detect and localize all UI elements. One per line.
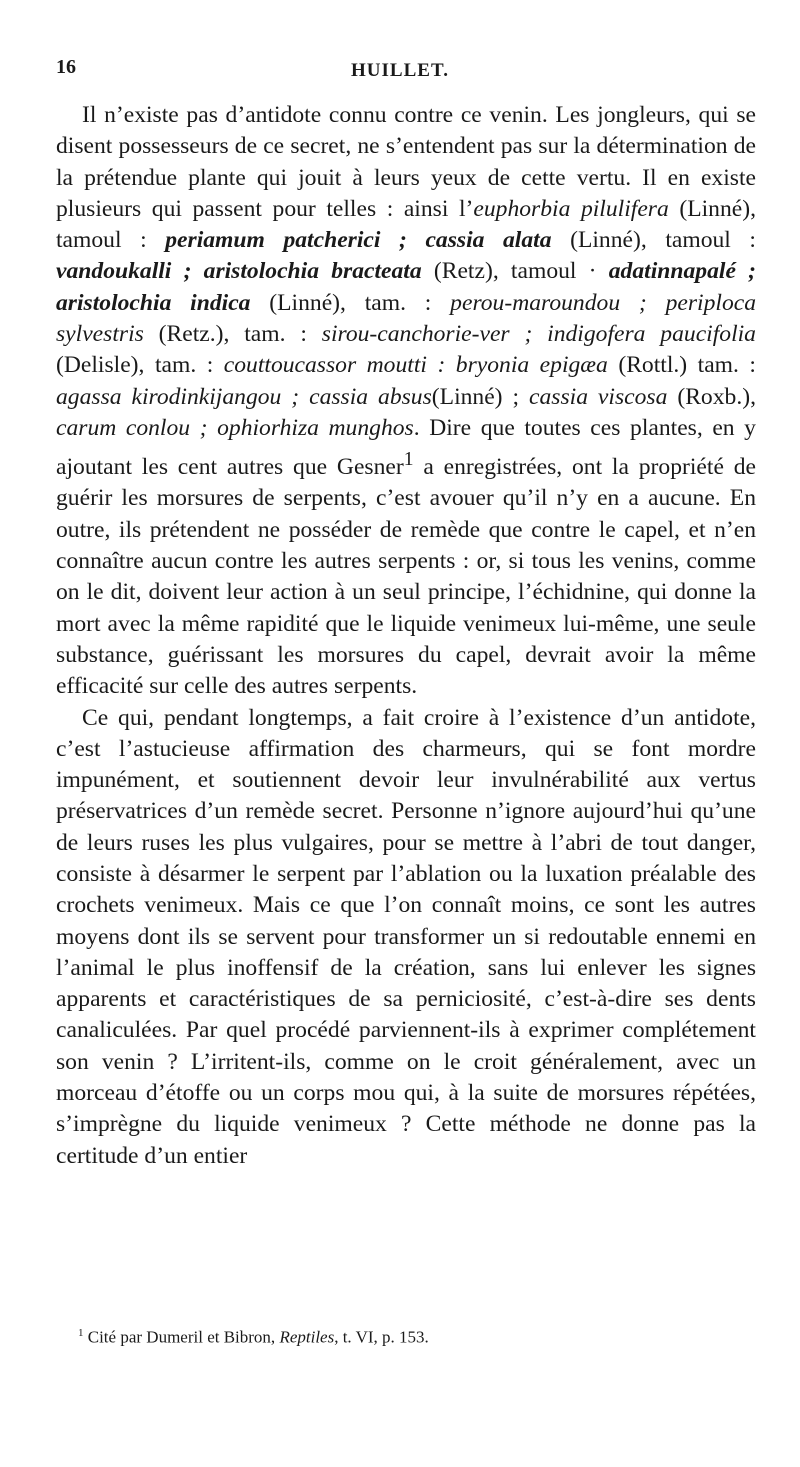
footnote-marker: 1 [78, 1327, 84, 1339]
text-run: (Linné), tamoul : [56, 195, 757, 254]
main-text [56, 100, 756, 1172]
text-run: (Linné) ; [431, 383, 529, 410]
botanical-name: perou-maroundou ; periploca sylvestris [56, 289, 757, 348]
footnote-title: Reptiles [279, 1327, 335, 1347]
footnote-text: , t. VI, p. 153. [334, 1327, 429, 1347]
text-run: (Retz), tamoul · [421, 258, 609, 285]
text-run: . Dire que toutes ces plantes, en y ajoutant les cent autres que Gesner [56, 414, 756, 481]
paragraph-1 [56, 100, 756, 703]
page-number: 16 [56, 56, 76, 78]
footnote-text: Cité par Dumeril et Bibron, [83, 1327, 280, 1347]
botanical-name: vandoukalli ; aristolochia bracteata [56, 258, 422, 285]
text-run: Il n’existe pas d’antidote connu contre ce venin. Les jongleurs, qui se disent possesseurs de ce secret, ne s’entendent pas sur la détermination de la prétendue plante qui jouit à leurs yeux de cette vertu. Il en existe plusieurs qui passent pour telles : ainsi l’ [56, 102, 756, 222]
footnote-reference[interactable]: 1 [403, 448, 414, 471]
text-run: (Linné), tamoul : [551, 227, 756, 254]
text-run: a enregistrées, ont la propriété de guérir les morsures de serpents, c’est avouer qu’il n’y en a aucune. En outre, ils prétendent ne posséder de remède que contre le capel, et n’en connaître aucun contre les autres serpents : or, si tous les venins, comme on le dit, doivent leur action à un seul principe, l’échidnine, qui donne la mort avec la même rapidité que le liquide venimeux lui-même, une seule substance, guérissant les morsures du capel, devrait avoir la même efficacité sur celle des autres serpents. [56, 454, 756, 700]
botanical-name: couttoucassor moutti : bryonia epigæa [223, 352, 608, 379]
text-run: (Rottl.) tam. : [607, 352, 756, 379]
botanical-name: cassia viscosa [529, 383, 668, 410]
botanical-name: periamum patcherici ; cassia alata [165, 227, 552, 254]
running-head: HUILLET. [351, 60, 449, 81]
botanical-name: euphorbia pilulifera [473, 195, 669, 222]
text-run: (Linné), tam. : [250, 289, 451, 316]
footnote [78, 1322, 758, 1349]
text-run: (Roxb.), [667, 383, 756, 410]
botanical-name: sirou-canchorie-ver ; indigofera paucifolia [321, 321, 756, 348]
text-run: (Retz.), tam. : [143, 321, 322, 348]
paragraph-2: Ce qui, pendant longtemps, a fait croire à l’existence d’un antidote, c’est l’astucieuse affirmation des charmeurs, qui se font mordre impunément, et soutiennent devoir leur invulnérabilité aux vertus préservatrices d’un remède secret. Personne n’ignore aujourd’hui qu’une de leurs ruses les plus vulgaires, pour se mettre à l’abri de tout danger, consiste à désarmer le serpent par l’ablation ou la luxation préalable des crochets venimeux. Mais ce que l’on connaît moins, ce sont les autres moyens dont ils se servent pour transformer un si redoutable ennemi en l’animal le plus inoffensif de la création, sans lui enlever les signes apparents et caractéristiques de sa perniciosité, c’est-à-dire ses dents canaliculées. Par quel procédé parviennent-ils à exprimer complétement son venin ? L’irritent-ils, comme on le croit généralement, avec un morceau d’étoffe ou un corps mou qui, à la suite de morsures répétées, s’imprègne du liquide venimeux ? Cette méthode ne donne pas la certitude d’un entier [56, 704, 756, 1169]
text-run: (Delisle), tam. : [56, 352, 224, 379]
botanical-name: adatinnapalé ; aristolochia indica [56, 258, 756, 316]
botanical-name: carum conlou ; ophiorhiza munghos [56, 414, 414, 441]
botanical-name: agassa kirodinkijangou ; cassia absus [56, 383, 432, 410]
